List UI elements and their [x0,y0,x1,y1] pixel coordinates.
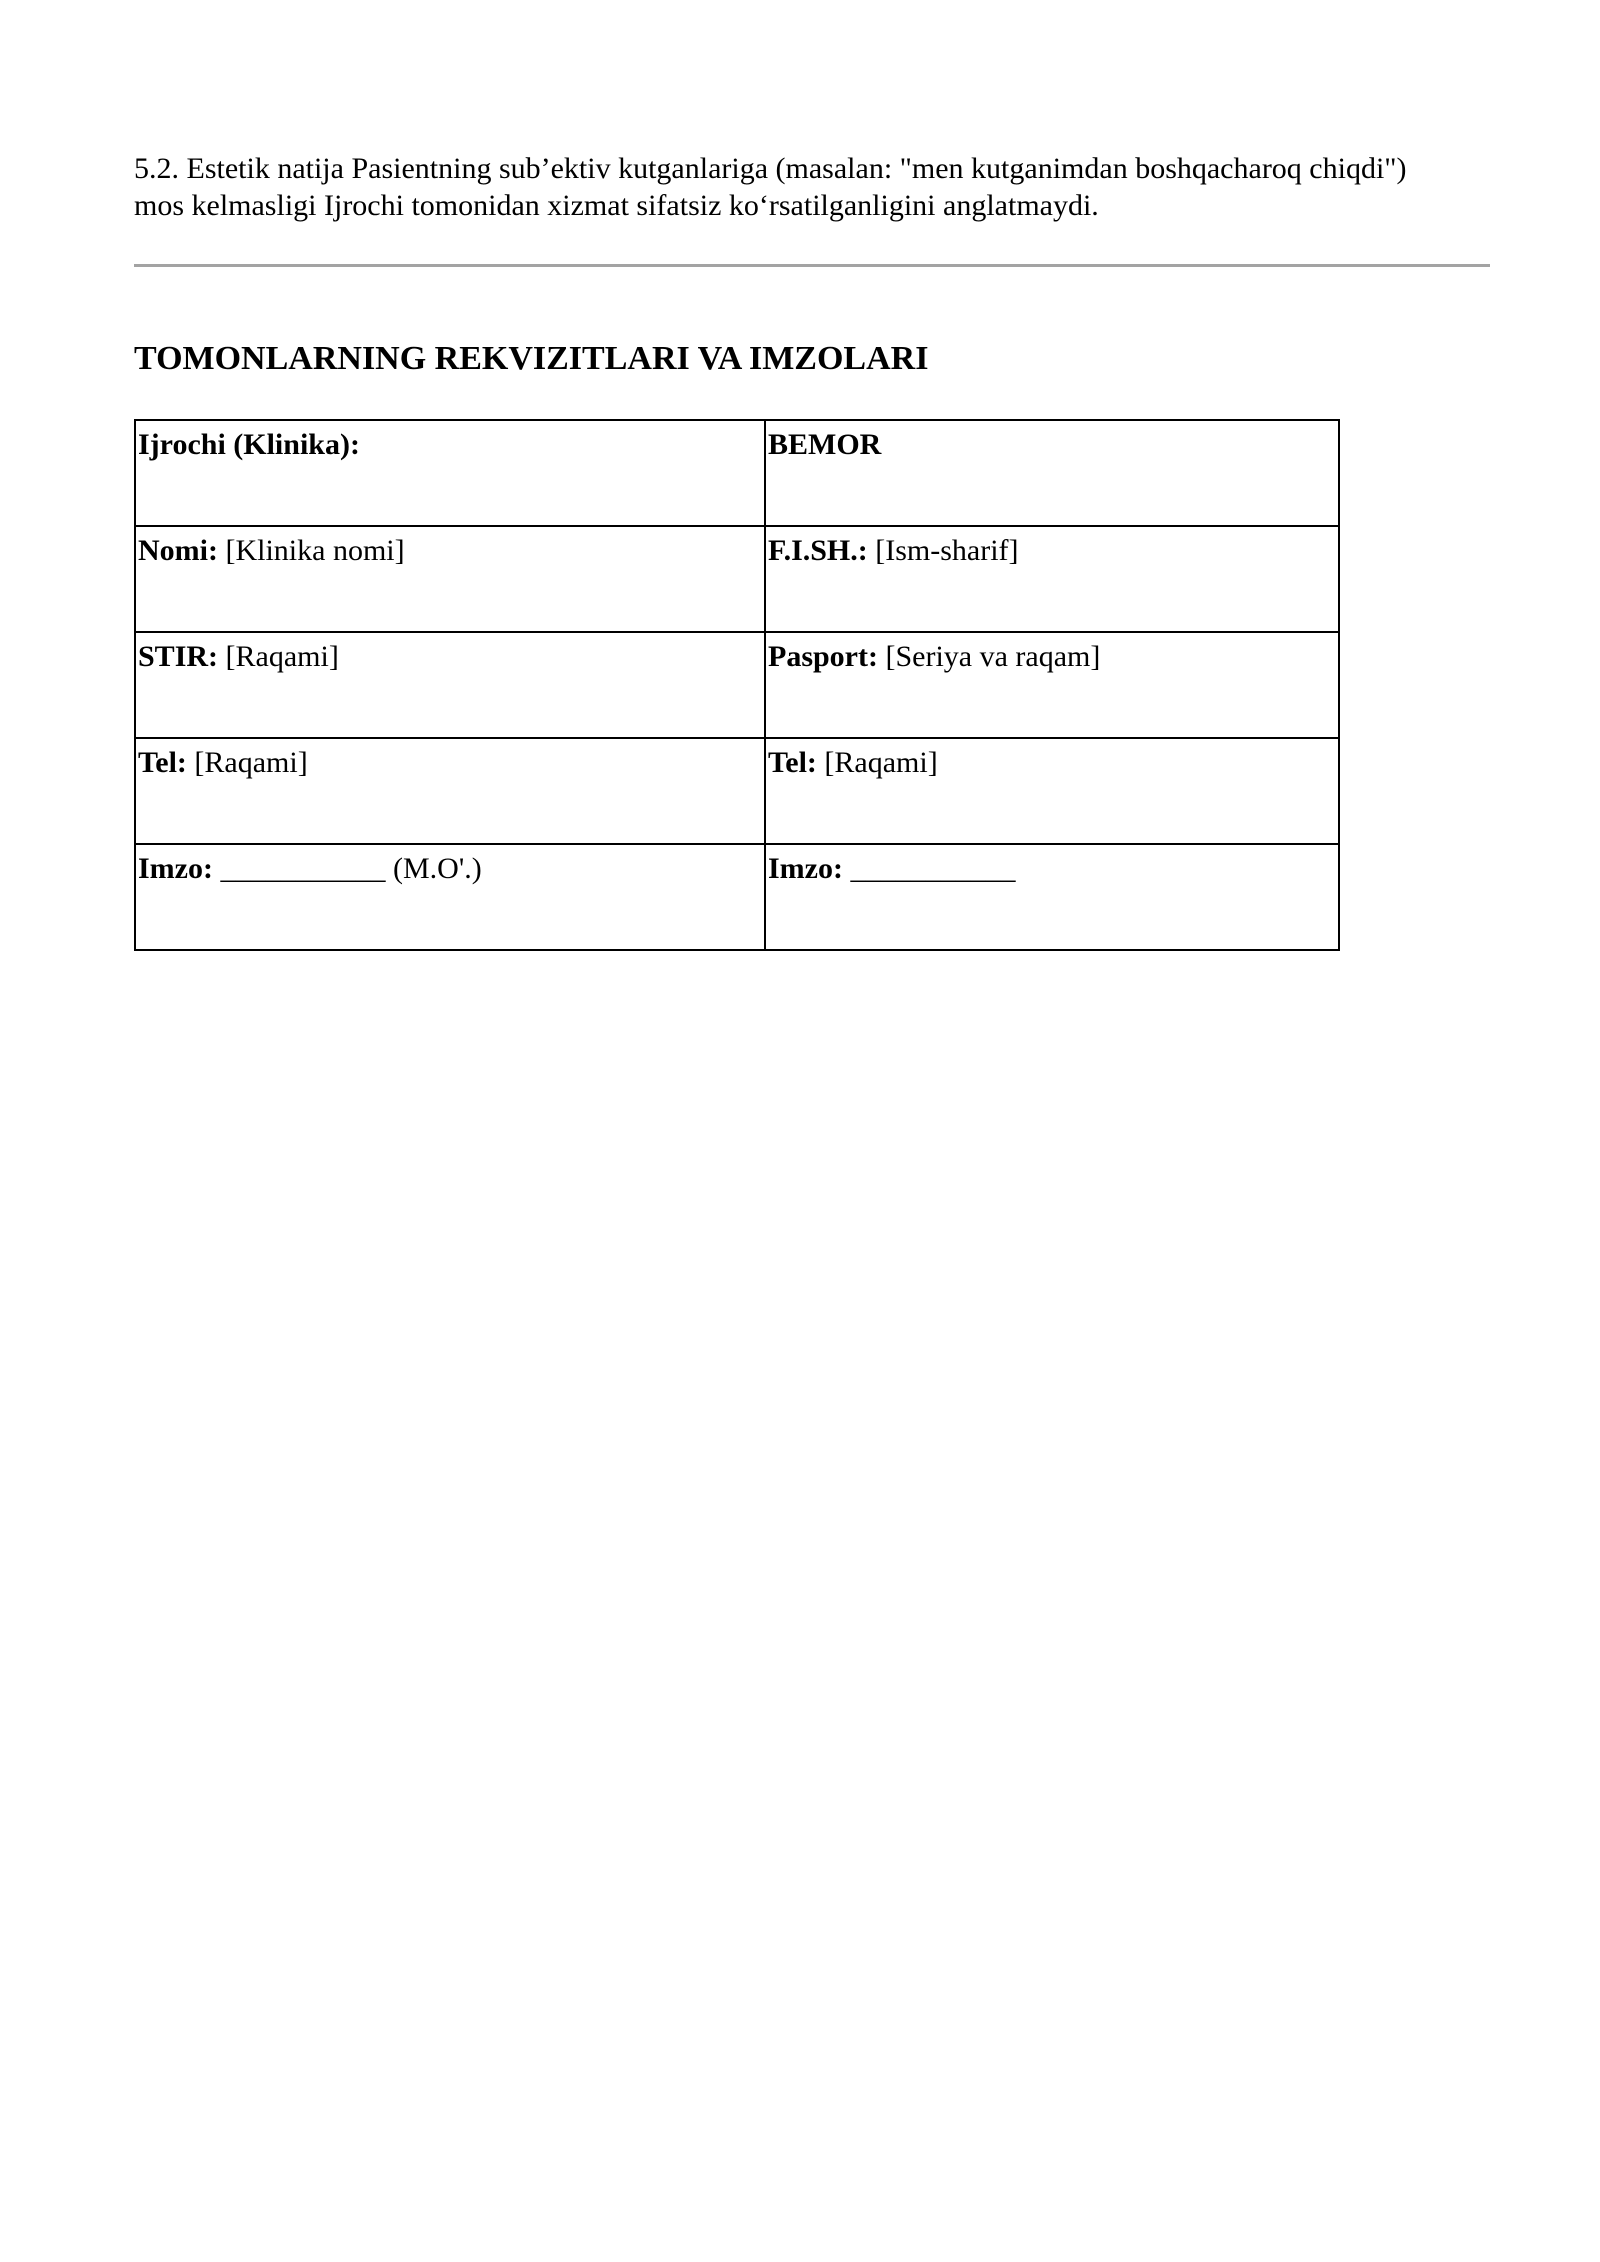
table-row-id [135,632,1339,738]
executor-name-label: Nomi: [138,534,218,567]
table-row-phone [135,738,1339,844]
patient-phone-label: Tel: [768,746,817,779]
executor-header-label: Ijrochi (Klinika): [138,428,360,461]
patient-header-label: BEMOR [768,428,882,461]
clause-5-2-paragraph: 5.2. Estetik natija Pasientning sub’ektiv kutganlariga (masalan: "men kutganimdan boshqacharoq chiqdi") mos kelmasligi Ijrochi tomonidan xizmat sifatsiz ko‘rsatilganligini anglatmaydi. [134,152,1407,222]
patient-phone-value: [Raqami] [816,746,938,779]
executor-phone-value: [Raqami] [186,746,308,779]
patient-name-cell [765,526,1339,632]
table-row-name [135,526,1339,632]
executor-signature-value: ___________ (M.O'.) [212,852,482,885]
executor-signature-label: Imzo: [138,852,213,885]
requisites-table [134,419,1340,951]
patient-passport-cell [765,632,1339,738]
executor-name-cell [135,526,765,632]
executor-name-value: [Klinika nomi] [217,534,405,567]
executor-tin-value: [Raqami] [218,640,339,673]
patient-header-cell [765,420,1339,526]
patient-name-label: F.I.SH.: [768,534,868,567]
requisites-heading: TOMONLARNING REKVIZITLARI VA IMZOLARI [134,340,929,377]
table-row-signature [135,844,1339,950]
executor-header-cell [135,420,765,526]
executor-tin-cell [135,632,765,738]
table-row-parties [135,420,1339,526]
patient-phone-cell [765,738,1339,844]
patient-signature-value: ___________ [842,852,1016,885]
executor-phone-label: Tel: [138,746,187,779]
executor-tin-label: STIR: [138,640,219,673]
patient-signature-label: Imzo: [768,852,843,885]
executor-signature-cell [135,844,765,950]
patient-name-value: [Ism-sharif] [867,534,1019,567]
patient-passport-label: Pasport: [768,640,878,673]
section-divider [134,264,1490,267]
patient-signature-cell [765,844,1339,950]
executor-phone-cell [135,738,765,844]
patient-passport-value: [Seriya va raqam] [877,640,1101,673]
